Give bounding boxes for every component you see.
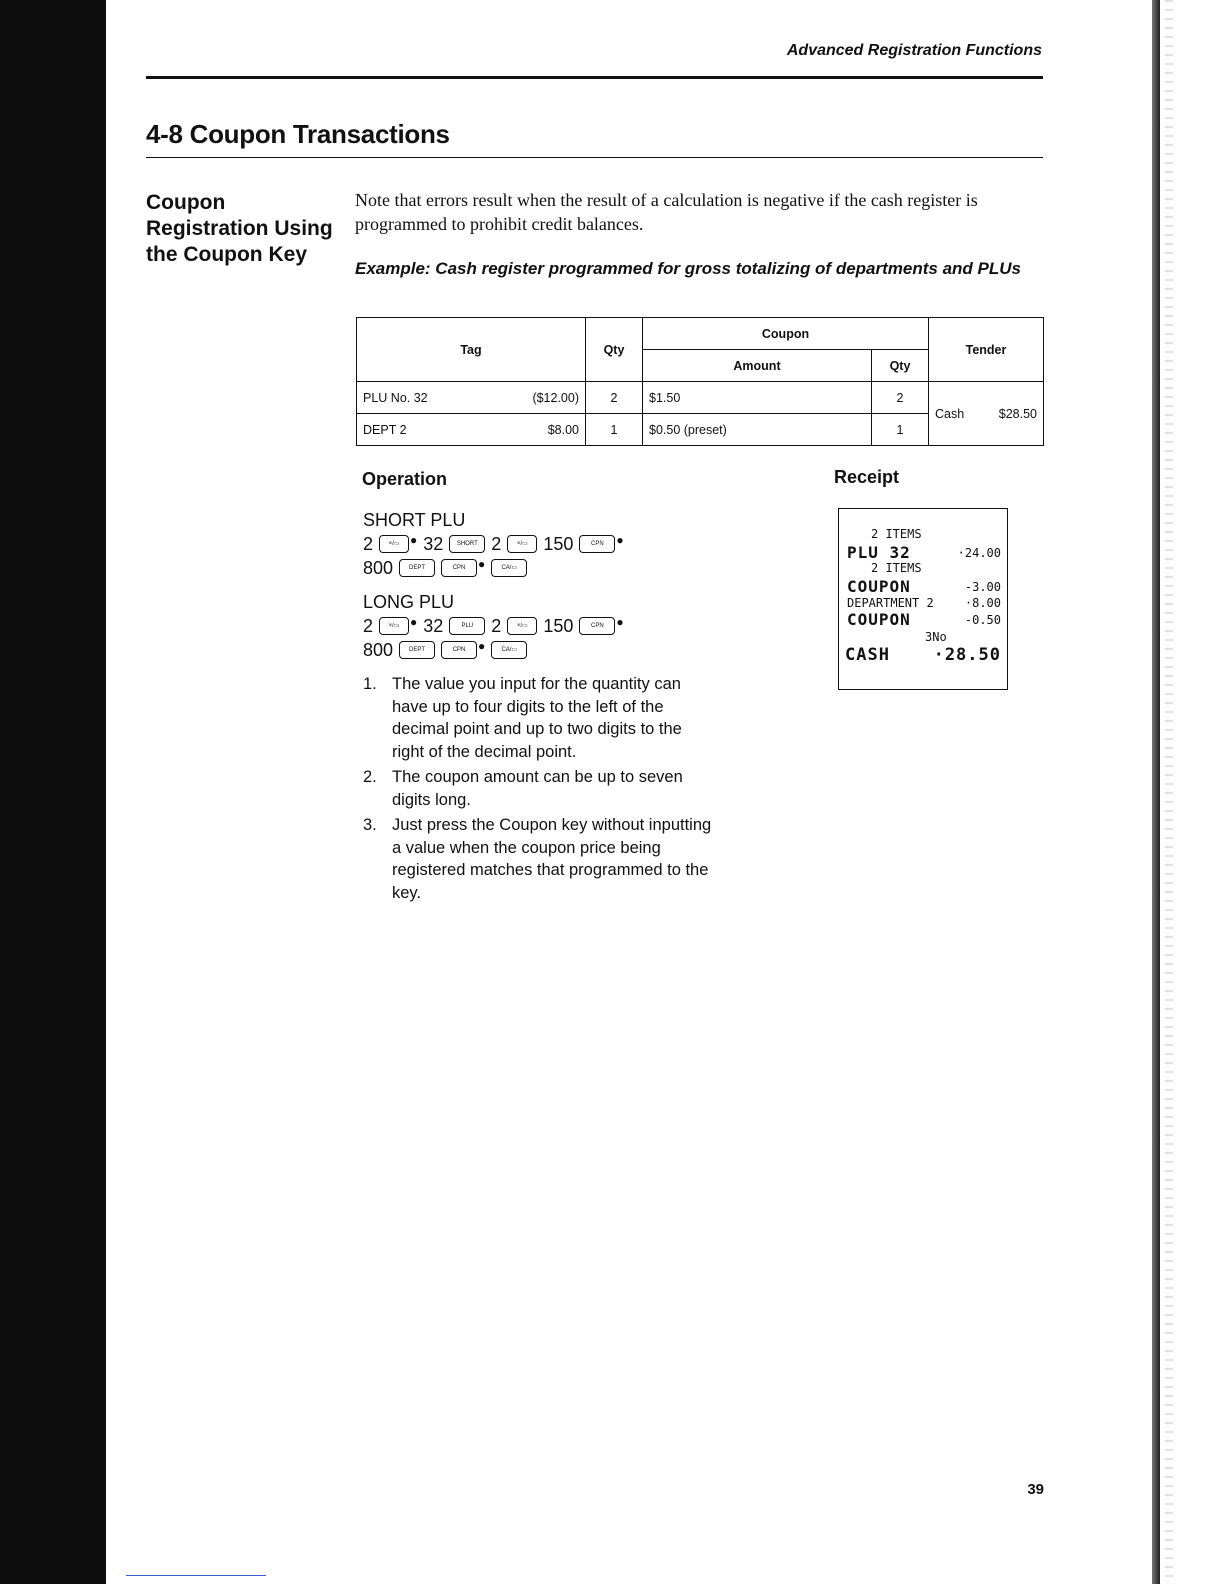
entry-number: 800 <box>363 557 394 578</box>
receipt-heading: Receipt <box>834 467 900 487</box>
press-dot-icon: ● <box>410 615 418 629</box>
entry-number: 2 <box>491 615 502 636</box>
receipt-value: ·8.00 <box>964 596 1001 610</box>
press-dot-icon: ● <box>478 557 486 571</box>
receipt-line <box>847 610 1001 629</box>
title-rule <box>146 157 1043 158</box>
receipt-label: CASH <box>845 645 890 665</box>
tender-value: $28.50 <box>998 406 1037 421</box>
entry-number: 32 <box>423 533 444 554</box>
x-date-time-key-icon: ×/▭ <box>379 617 409 635</box>
receipt <box>838 508 1008 690</box>
note-text: The value you input for the quantity can have up to four digits to the left of the decimal point and up to two digits to the right of the decimal point. <box>392 675 682 761</box>
tender-cell <box>929 382 1044 446</box>
bottom-link-line <box>126 1575 266 1576</box>
tag-cell <box>357 414 586 446</box>
long-plu-label: LONG PLU <box>363 591 455 612</box>
side-heading-line-2: Registration Using <box>146 217 333 240</box>
side-heading-line-3: the Coupon Key <box>146 243 307 266</box>
press-dot-icon: ● <box>478 639 486 653</box>
entry-number: 800 <box>363 639 394 660</box>
receipt-line <box>847 543 1001 562</box>
tag-price: $8.00 <box>547 422 579 437</box>
receipt-label: 3No <box>925 630 947 644</box>
coupon-key-icon: CPN <box>579 617 615 635</box>
receipt-label: 2 ITEMS <box>871 527 922 541</box>
example-heading: Example: Cash register programmed for gross totalizing of departments and PLUs <box>355 259 1021 278</box>
list-item: 2. The coupon amount can be up to seven digits long. <box>363 768 683 809</box>
key-sequence-line <box>363 614 624 638</box>
col-amount: Amount <box>643 350 872 382</box>
entry-number: 150 <box>543 533 574 554</box>
ca-amt-tend-key-icon: CA/▭ <box>491 641 527 659</box>
key-sequence-line <box>363 532 624 556</box>
receipt-line <box>845 645 1001 665</box>
plu-key-icon: PLU <box>449 617 485 635</box>
side-heading <box>146 190 351 268</box>
short-plu-label: SHORT PLU <box>363 509 466 530</box>
entry-number: 2 <box>363 533 374 554</box>
list-item: 3. Just press the Coupon key without inputting a value when the coupon price being registered matches that programmed to the key. <box>363 816 712 902</box>
tender-label: Cash <box>935 406 965 421</box>
receipt-label: 2 ITEMS <box>871 561 922 575</box>
col-qty: Qty <box>586 318 643 382</box>
press-dot-icon: ● <box>410 533 418 547</box>
x-date-time-key-icon: ×/▭ <box>507 617 537 635</box>
receipt-value: ·24.00 <box>957 546 1001 560</box>
receipt-line <box>871 527 1001 541</box>
entry-number: 2 <box>363 615 374 636</box>
col-tag: Tag <box>357 318 586 382</box>
example-table <box>356 317 1044 446</box>
short-plu-sequence <box>363 508 624 580</box>
col-coupon: Coupon <box>643 318 929 350</box>
key-sequence-line <box>363 638 624 662</box>
header-rule <box>146 76 1043 79</box>
coupon-qty-cell: 2 <box>872 382 929 414</box>
receipt-value: -3.00 <box>964 580 1001 594</box>
list-item: 1. The value you input for the quantity can have up to four digits to the left of the decimal point and up to two digits to the right of the decimal point. <box>363 675 682 761</box>
coupon-key-icon: CPN <box>441 641 477 659</box>
key-sequence-line <box>363 556 624 580</box>
coupon-qty-cell: 1 <box>872 414 929 446</box>
short-plu-key-icon: SHORT <box>449 535 485 553</box>
entry-number: 32 <box>423 615 444 636</box>
qty-cell: 2 <box>586 382 643 414</box>
press-dot-icon: ● <box>616 533 624 547</box>
qty-cell: 1 <box>586 414 643 446</box>
page-number: 39 <box>1027 1481 1044 1498</box>
tag-name: PLU No. 32 <box>363 390 428 405</box>
tag-name: DEPT 2 <box>363 422 407 437</box>
receipt-label: PLU 32 <box>847 543 911 562</box>
receipt-line <box>871 561 1001 575</box>
dept-2-key-icon: DEPT <box>399 559 435 577</box>
coupon-key-icon: CPN <box>441 559 477 577</box>
long-plu-sequence <box>363 590 624 662</box>
entry-number: 150 <box>543 615 574 636</box>
tag-price: ($12.00) <box>532 390 579 405</box>
running-header: Advanced Registration Functions <box>786 42 1042 59</box>
press-dot-icon: ● <box>616 615 624 629</box>
notes-list <box>363 673 713 907</box>
receipt-line <box>847 596 1001 610</box>
x-date-time-key-icon: ×/▭ <box>379 535 409 553</box>
col-tender: Tender <box>929 318 1044 382</box>
note-text: The coupon amount can be up to seven digits long. <box>392 768 683 809</box>
table-row <box>357 382 1044 414</box>
amount-cell: $0.50 (preset) <box>643 414 872 446</box>
right-scan-noise <box>1165 0 1173 1584</box>
ca-amt-tend-key-icon: CA/▭ <box>491 559 527 577</box>
receipt-label: DEPARTMENT 2 <box>847 596 934 610</box>
receipt-value: -0.50 <box>964 613 1001 627</box>
entry-number: 2 <box>491 533 502 554</box>
receipt-line <box>925 630 1001 644</box>
side-heading-line-1: Coupon <box>146 191 226 214</box>
amount-cell: $1.50 <box>643 382 872 414</box>
receipt-label: COUPON <box>847 577 911 596</box>
dept-2-key-icon: DEPT <box>399 641 435 659</box>
x-date-time-key-icon: ×/▭ <box>507 535 537 553</box>
operation-heading: Operation <box>362 469 448 489</box>
right-scan-edge <box>1152 0 1160 1584</box>
coupon-key-icon: CPN <box>579 535 615 553</box>
receipt-label: COUPON <box>847 610 911 629</box>
col-coupon-qty: Qty <box>872 350 929 382</box>
note-text: Just press the Coupon key without inputting a value when the coupon price being registered matches that programmed to the key. <box>392 816 712 902</box>
binding-edge <box>0 0 106 1584</box>
intro-note: Note that errors result when the result of a calculation is negative if the cash register is programmed to prohibit credit balances. <box>355 190 978 234</box>
receipt-line <box>847 577 1001 596</box>
tag-cell <box>357 382 586 414</box>
receipt-value: ·28.50 <box>933 645 1001 665</box>
page-title: 4-8 Coupon Transactions <box>146 119 450 149</box>
